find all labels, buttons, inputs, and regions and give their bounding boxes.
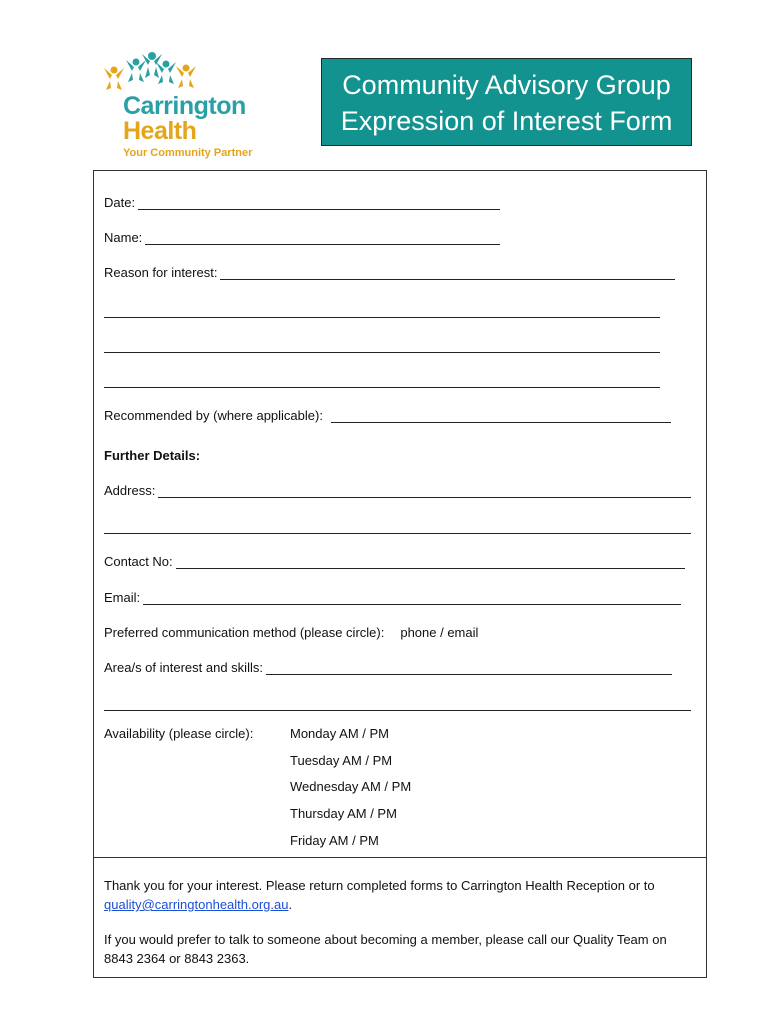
contact-label: Contact No: (104, 554, 173, 569)
pref-comm-row (104, 625, 478, 640)
email-label: Email: (104, 590, 141, 605)
availability-tuesday[interactable]: Tuesday AM / PM (290, 753, 393, 768)
logo-name-line2: Health (123, 117, 197, 145)
reason-field-line-2[interactable] (104, 317, 660, 318)
reason-field-line-4[interactable] (104, 387, 660, 388)
pref-comm-options[interactable]: phone / email (400, 625, 479, 640)
email-field[interactable] (143, 592, 681, 605)
availability-thursday[interactable]: Thursday AM / PM (290, 806, 397, 821)
email-row (104, 590, 681, 605)
footer-divider (94, 857, 706, 858)
form-box (93, 170, 707, 978)
form-title-box (321, 58, 692, 146)
logo-figures-icon (100, 48, 200, 96)
date-field[interactable] (138, 197, 500, 210)
area-field-line-2[interactable] (104, 710, 691, 711)
carrington-health-logo (100, 48, 275, 163)
recommended-row (104, 408, 671, 423)
address-field[interactable] (158, 485, 691, 498)
availability-label: Availability (please circle): (104, 726, 254, 741)
name-row (104, 230, 500, 245)
logo-name-line1: Carrington (123, 92, 246, 120)
availability-friday[interactable]: Friday AM / PM (290, 833, 379, 848)
reason-field-line-3[interactable] (104, 352, 660, 353)
availability-monday[interactable]: Monday AM / PM (290, 726, 389, 741)
area-row (104, 660, 672, 675)
address-row (104, 483, 691, 498)
name-label: Name: (104, 230, 143, 245)
date-label: Date: (104, 195, 136, 210)
footer-after-link: . (288, 897, 293, 912)
logo-tagline: Your Community Partner (123, 147, 253, 159)
reason-row (104, 265, 675, 280)
address-field-line-2[interactable] (104, 533, 691, 534)
further-details-heading: Further Details: (104, 448, 201, 463)
form-title-line1: Community Advisory Group (342, 70, 671, 100)
footer-thanks-text: Thank you for your interest. Please return completed forms to Carrington Health Reception or to (104, 878, 655, 893)
name-field[interactable] (145, 232, 500, 245)
area-field[interactable] (266, 662, 672, 675)
reason-field[interactable] (220, 267, 675, 280)
date-row (104, 195, 500, 210)
area-label: Area/s of interest and skills: (104, 660, 263, 675)
contact-field[interactable] (176, 556, 685, 569)
reason-label: Reason for interest: (104, 265, 218, 280)
availability-wednesday[interactable]: Wednesday AM / PM (290, 779, 412, 794)
address-label: Address: (104, 483, 156, 498)
pref-comm-label: Preferred communication method (please circle): (104, 625, 385, 640)
footer-call-text: If you would prefer to talk to someone about becoming a member, please call our Quality Team on 8843 2364 or 8843 2363. (104, 932, 667, 966)
recommended-field[interactable] (331, 410, 671, 423)
form-title-line2: Expression of Interest Form (340, 106, 673, 136)
footer-thanks-paragraph (104, 876, 699, 914)
contact-row (104, 554, 685, 569)
recommended-label: Recommended by (where applicable): (104, 408, 323, 423)
footer-email-link[interactable]: quality@carringtonhealth.org.au (104, 897, 289, 912)
